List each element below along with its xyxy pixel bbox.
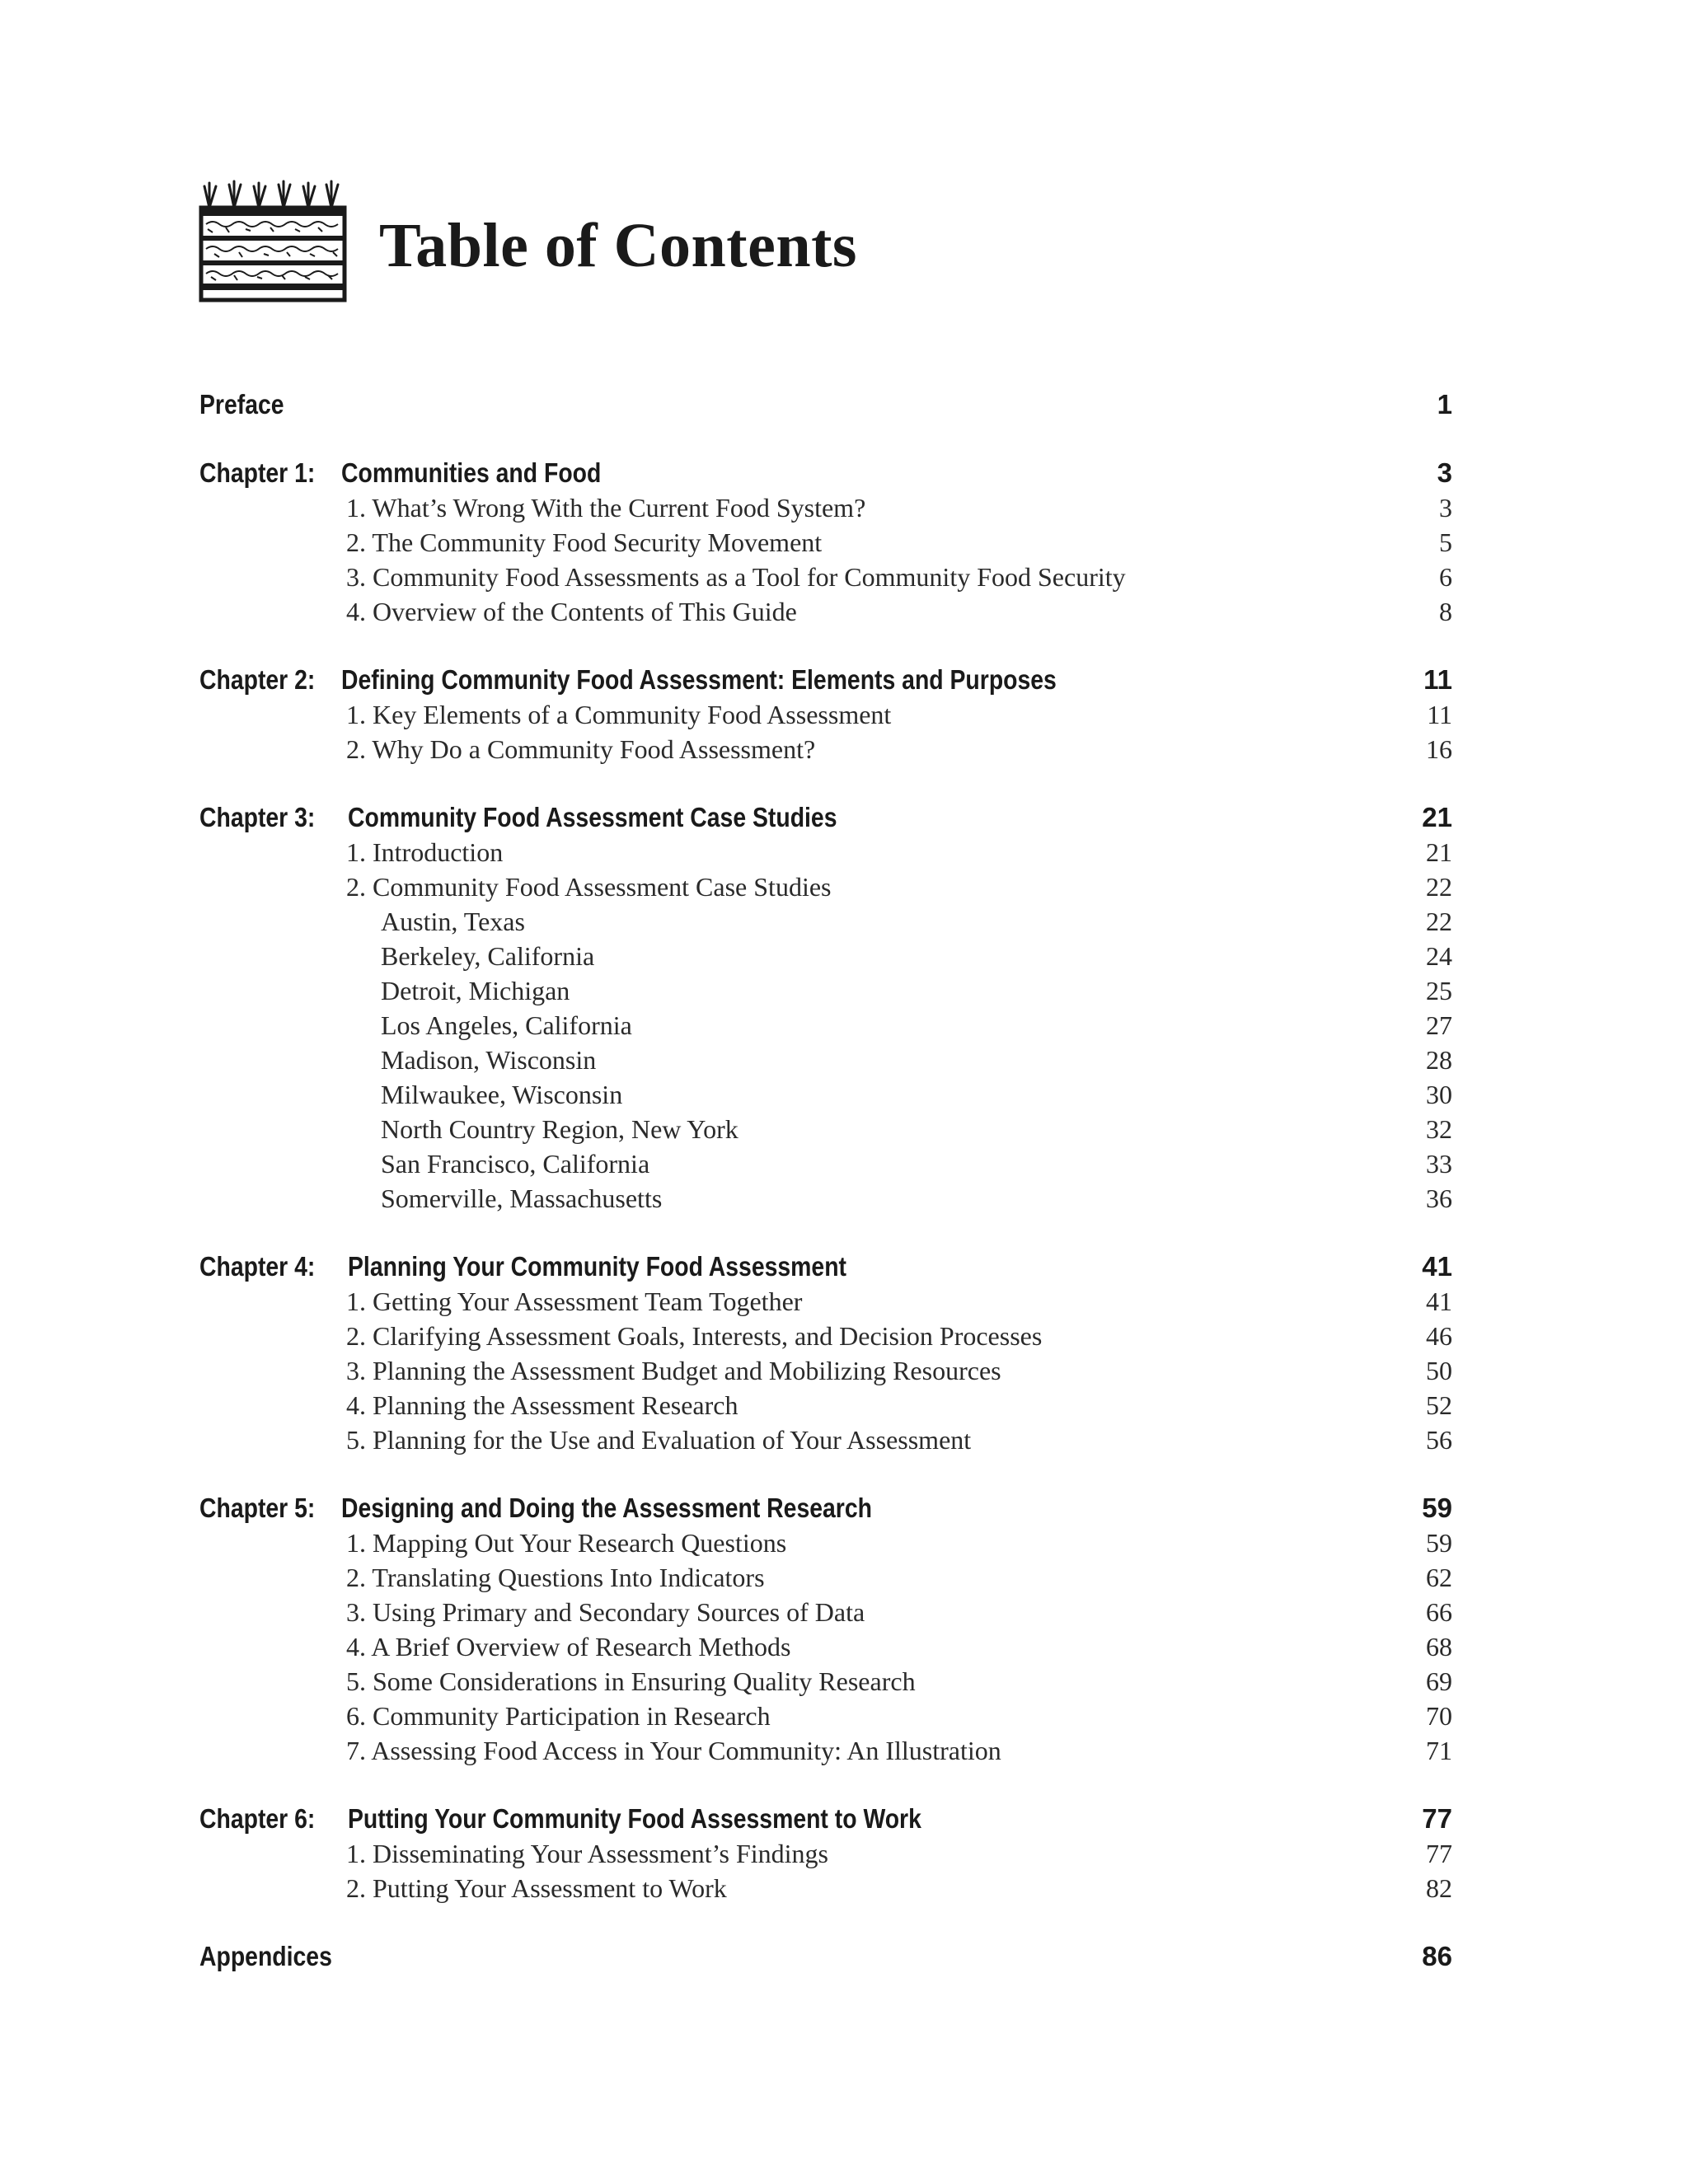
chapter-page-number: 59 (1422, 1493, 1452, 1523)
toc-section[interactable] (199, 1629, 1452, 1664)
section-label: 4. Overview of the Contents of This Guide (346, 597, 797, 626)
section-page-number: 46 (1426, 1321, 1452, 1351)
section-label: 2. The Community Food Security Movement (346, 527, 823, 557)
chapter-number: Chapter 2: (199, 664, 316, 695)
case-study-page-number: 24 (1426, 941, 1452, 971)
section-label: 5. Some Considerations in Ensuring Quality Research (346, 1666, 916, 1696)
preface-title: Preface (199, 389, 284, 419)
toc-section[interactable] (199, 1595, 1452, 1629)
section-page-number: 70 (1426, 1701, 1452, 1731)
chapter-title: Defining Community Food Assessment: Elements and Purposes (341, 664, 1057, 695)
section-page-number: 69 (1426, 1666, 1452, 1696)
section-page-number: 77 (1426, 1839, 1452, 1868)
toc-case-study[interactable] (199, 973, 1452, 1008)
section-page-number: 82 (1426, 1873, 1452, 1903)
chapter-heading[interactable] (199, 456, 1452, 490)
crop-rows-garden-icon (198, 175, 348, 303)
toc-section[interactable] (199, 1664, 1452, 1699)
chapter-number: Chapter 5: (199, 1493, 316, 1523)
chapter-title: Planning Your Community Food Assessment (348, 1251, 846, 1282)
toc-case-study[interactable] (199, 1008, 1452, 1043)
toc-section[interactable] (199, 1699, 1452, 1733)
toc-section[interactable] (199, 1388, 1452, 1422)
toc-chapter-3 (199, 800, 1452, 1216)
section-page-number: 16 (1426, 734, 1452, 764)
section-label: 4. Planning the Assessment Research (346, 1390, 738, 1420)
toc-section[interactable] (199, 1353, 1452, 1388)
toc-chapter-6 (199, 1802, 1452, 1905)
case-study-page-number: 28 (1426, 1045, 1452, 1075)
case-study-page-number: 36 (1426, 1183, 1452, 1213)
page-header (198, 173, 857, 305)
section-page-number: 66 (1426, 1597, 1452, 1627)
section-page-number: 6 (1439, 562, 1452, 592)
toc-entry-appendices[interactable] (199, 1939, 1452, 1974)
toc-section[interactable] (199, 1422, 1452, 1457)
case-study-label: Madison, Wisconsin (381, 1045, 597, 1075)
toc-entry-preface[interactable] (199, 387, 1452, 422)
appendices-title: Appendices (199, 1941, 332, 1971)
case-study-label: Berkeley, California (381, 941, 595, 971)
toc-case-study[interactable] (199, 1181, 1452, 1216)
toc-section[interactable] (199, 1284, 1452, 1319)
section-label: 5. Planning for the Use and Evaluation of Your Assessment (346, 1425, 972, 1455)
toc-case-study[interactable] (199, 1077, 1452, 1112)
case-study-page-number: 33 (1426, 1149, 1452, 1179)
table-of-contents (199, 387, 1452, 2008)
toc-section[interactable] (199, 697, 1452, 732)
chapter-heading[interactable] (199, 1491, 1452, 1526)
toc-section[interactable] (199, 560, 1452, 594)
toc-section[interactable] (199, 1319, 1452, 1353)
section-label: 1. Getting Your Assessment Team Together (346, 1286, 803, 1316)
chapter-heading[interactable] (199, 663, 1452, 697)
chapter-page-number: 11 (1423, 664, 1452, 695)
section-page-number: 52 (1426, 1390, 1452, 1420)
case-study-label: Los Angeles, California (381, 1010, 632, 1040)
toc-section[interactable] (199, 869, 1452, 904)
toc-case-study[interactable] (199, 904, 1452, 939)
chapter-number: Chapter 6: (199, 1803, 316, 1834)
toc-case-study[interactable] (199, 939, 1452, 973)
chapter-number: Chapter 1: (199, 457, 316, 488)
toc-section[interactable] (199, 835, 1452, 869)
chapter-title: Community Food Assessment Case Studies (348, 802, 837, 832)
chapter-page-number: 3 (1437, 457, 1452, 488)
section-label: 3. Using Primary and Secondary Sources of Data (346, 1597, 865, 1627)
section-page-number: 68 (1426, 1632, 1452, 1661)
toc-case-study[interactable] (199, 1043, 1452, 1077)
section-label: 3. Community Food Assessments as a Tool for Community Food Security (346, 562, 1126, 592)
case-study-page-number: 22 (1426, 907, 1452, 936)
toc-section[interactable] (199, 732, 1452, 766)
section-label: 1. Disseminating Your Assessment’s Findings (346, 1839, 828, 1868)
case-study-page-number: 30 (1426, 1080, 1452, 1109)
section-page-number: 59 (1426, 1528, 1452, 1558)
section-label: 4. A Brief Overview of Research Methods (346, 1632, 791, 1661)
toc-section[interactable] (199, 1560, 1452, 1595)
page-title: Table of Contents (379, 210, 857, 280)
case-study-page-number: 32 (1426, 1114, 1452, 1144)
section-label: 6. Community Participation in Research (346, 1701, 771, 1731)
chapter-number: Chapter 4: (199, 1251, 316, 1282)
section-label: 1. Mapping Out Your Research Questions (346, 1528, 787, 1558)
chapter-heading[interactable] (199, 1249, 1452, 1284)
case-study-page-number: 27 (1426, 1010, 1452, 1040)
section-page-number: 41 (1426, 1286, 1452, 1316)
section-label: 2. Clarifying Assessment Goals, Interests, and Decision Processes (346, 1321, 1043, 1351)
section-label: 1. Key Elements of a Community Food Assessment (346, 700, 892, 729)
section-label: 2. Putting Your Assessment to Work (346, 1873, 727, 1903)
chapter-heading[interactable] (199, 800, 1452, 835)
section-label: 2. Translating Questions Into Indicators (346, 1563, 765, 1592)
preface-page-number: 1 (1437, 389, 1452, 419)
section-label: 7. Assessing Food Access in Your Community: An Illustration (346, 1736, 1001, 1765)
toc-chapter-5 (199, 1491, 1452, 1768)
chapter-title: Putting Your Community Food Assessment to Work (348, 1803, 921, 1834)
case-study-label: Somerville, Massachusetts (381, 1183, 663, 1213)
section-page-number: 62 (1426, 1563, 1452, 1592)
chapter-page-number: 21 (1422, 802, 1452, 832)
section-page-number: 8 (1439, 597, 1452, 626)
chapter-heading[interactable] (199, 1802, 1452, 1836)
section-page-number: 3 (1439, 493, 1452, 523)
section-label: 1. Introduction (346, 837, 504, 867)
chapter-number: Chapter 3: (199, 802, 316, 832)
section-page-number: 56 (1426, 1425, 1452, 1455)
toc-chapter-4 (199, 1249, 1452, 1457)
case-study-label: Detroit, Michigan (381, 976, 570, 1005)
section-label: 2. Community Food Assessment Case Studies (346, 872, 832, 902)
toc-section[interactable] (199, 1836, 1452, 1871)
toc-section[interactable] (199, 1526, 1452, 1560)
chapter-title: Communities and Food (341, 457, 602, 488)
case-study-page-number: 25 (1426, 976, 1452, 1005)
toc-section[interactable] (199, 490, 1452, 525)
toc-case-study[interactable] (199, 1112, 1452, 1146)
chapter-page-number: 77 (1422, 1803, 1452, 1834)
toc-chapter-1 (199, 456, 1452, 629)
case-study-label: Austin, Texas (381, 907, 525, 936)
section-label: 3. Planning the Assessment Budget and Mobilizing Resources (346, 1356, 1001, 1385)
section-label: 2. Why Do a Community Food Assessment? (346, 734, 816, 764)
section-page-number: 22 (1426, 872, 1452, 902)
section-page-number: 50 (1426, 1356, 1452, 1385)
section-page-number: 21 (1426, 837, 1452, 867)
case-study-label: San Francisco, California (381, 1149, 650, 1179)
section-page-number: 5 (1439, 527, 1452, 557)
toc-case-study[interactable] (199, 1146, 1452, 1181)
section-page-number: 11 (1427, 700, 1452, 729)
section-page-number: 71 (1426, 1736, 1452, 1765)
case-study-label: North Country Region, New York (381, 1114, 738, 1144)
toc-section[interactable] (199, 1871, 1452, 1905)
appendices-page-number: 86 (1422, 1941, 1452, 1971)
toc-section[interactable] (199, 594, 1452, 629)
toc-section[interactable] (199, 1733, 1452, 1768)
section-label: 1. What’s Wrong With the Current Food System? (346, 493, 866, 523)
chapter-page-number: 41 (1422, 1251, 1452, 1282)
toc-preface (199, 387, 1452, 422)
toc-appendices (199, 1939, 1452, 1974)
case-study-label: Milwaukee, Wisconsin (381, 1080, 623, 1109)
chapter-title: Designing and Doing the Assessment Research (341, 1493, 872, 1523)
toc-chapter-2 (199, 663, 1452, 766)
toc-section[interactable] (199, 525, 1452, 560)
